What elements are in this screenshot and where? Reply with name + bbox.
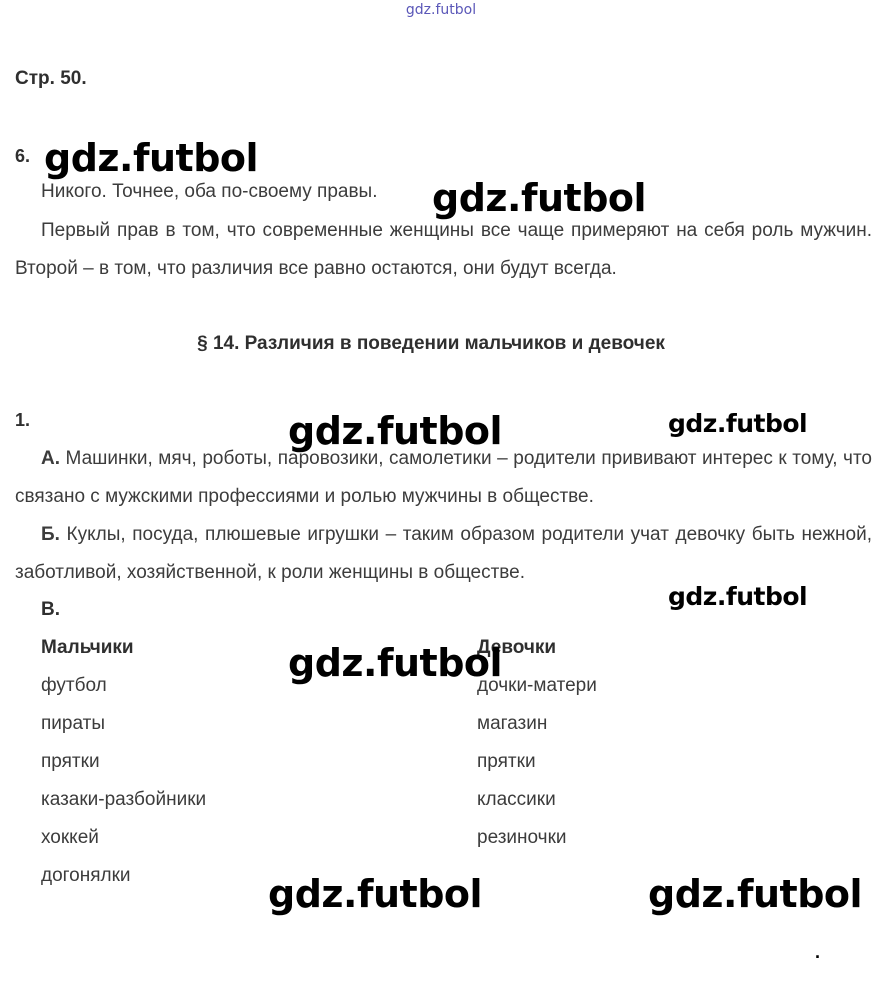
watermark-logo: gdz.futbol [44,136,259,180]
watermark-logo: gdz.futbol [288,409,503,453]
boys-game-item: хоккей [41,827,99,848]
watermark-logo: gdz.futbol [432,176,647,220]
girls-heading: Девочки [477,637,557,658]
part-v-label: В. [41,599,60,620]
boys-game-item: пираты [41,713,105,734]
part-b-label: Б. [41,524,60,545]
girls-game-item: классики [477,789,556,810]
boys-heading: Мальчики [41,637,134,658]
watermark-logo: gdz.futbol [648,872,863,916]
girls-game-item: дочки-матери [477,675,597,696]
watermark-logo: gdz.futbol [668,582,808,611]
page-reference: Стр. 50. [15,68,87,89]
end-dot-mark: . [815,942,821,962]
watermark-logo: gdz.futbol [288,641,503,685]
boys-game-item: футбол [41,675,107,696]
task-number-1: 1. [15,410,31,430]
girls-game-item: резиночки [477,827,567,848]
site-watermark-top: gdz.futbol [405,2,477,18]
watermark-logo: gdz.futbol [268,872,483,916]
boys-game-item: казаки-разбойники [41,789,207,810]
girls-game-item: прятки [477,751,536,772]
watermark-logo: gdz.futbol [668,409,808,438]
task-number-6: 6. [15,146,31,166]
boys-game-item: догонялки [41,865,131,886]
task1-part-b [15,516,872,592]
task6-explanation: Первый прав в том, что современные женщины все чаще примеряют на себя роль мужчин. Второй – в том, что различия все равно остаются, они будут всегда. [15,220,872,279]
part-a-text: Машинки, мяч, роботы, паровозики, самолетики – родители прививают интерес к тому, что связано с мужскими профессиями и ролью мужчины в обществе. [15,448,872,507]
part-a-label: А. [41,448,60,469]
section-title: § 14. Различия в поведении мальчиков и девочек [197,333,665,354]
task6-answer-line: Никого. Точнее, оба по-своему правы. [41,181,378,202]
girls-game-item: магазин [477,713,548,734]
boys-game-item: прятки [41,751,100,772]
part-b-text: Куклы, посуда, плюшевые игрушки – таким образом родители учат девочку быть нежной, заботливой, хозяйственной, к роли женщины в обществе. [15,524,872,583]
